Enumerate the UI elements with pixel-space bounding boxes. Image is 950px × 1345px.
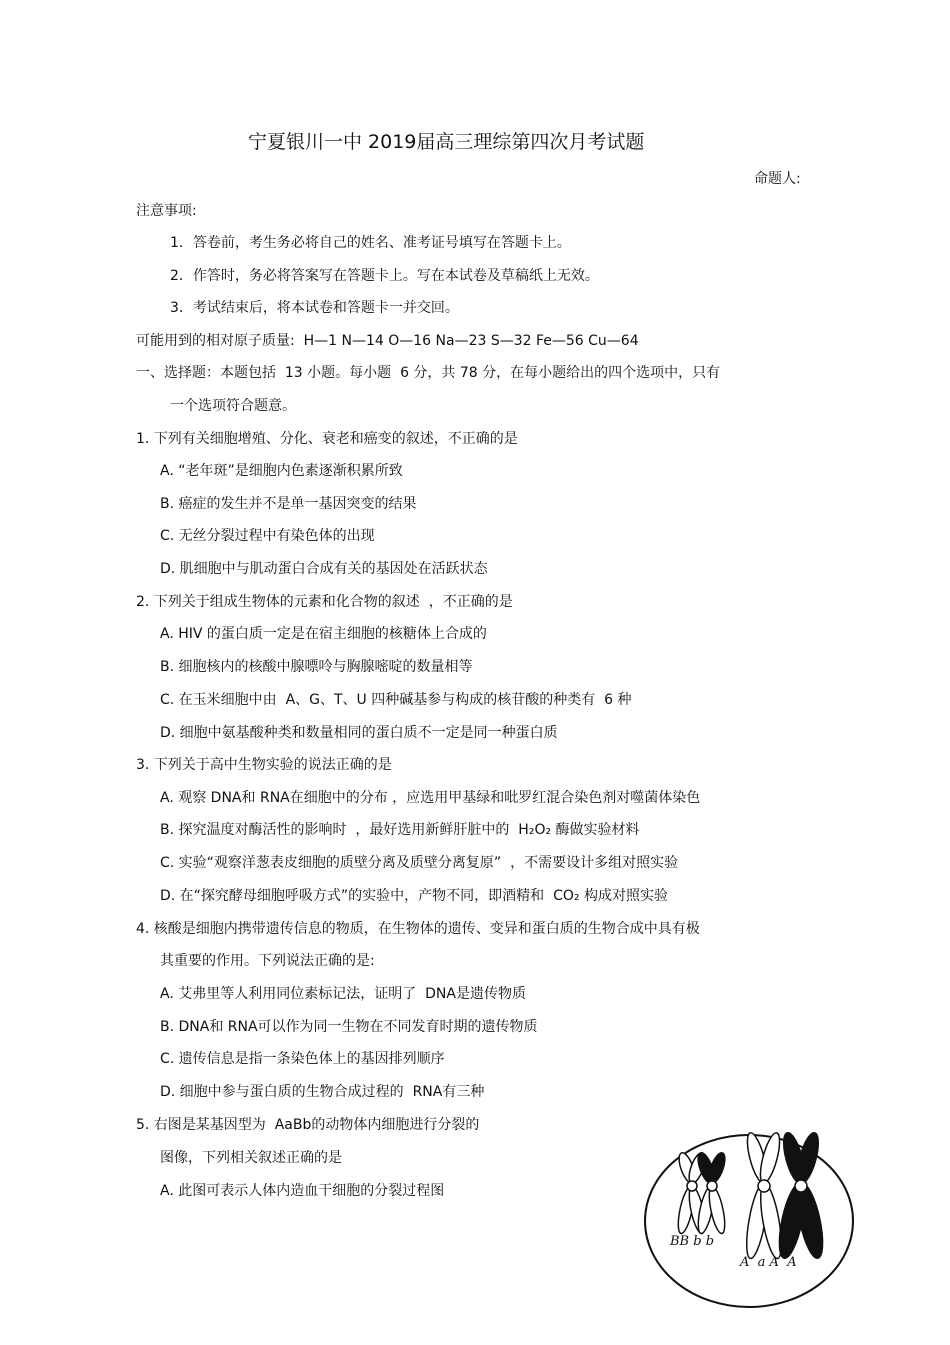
question-stem: 1. 下列有关细胞增殖、分化、衰老和癌变的叙述，不正确的是 [136,431,518,447]
author-label: 命题人: [754,171,801,187]
question-option: A. “老年斑”是细胞内色素逐渐积累所致 [160,463,403,479]
question-option: B. 细胞核内的核酸中腺嘌呤与胸腺嘧啶的数量相等 [160,659,473,675]
chromosome-large-black [774,1131,827,1260]
question-option: C. 遗传信息是指一条染色体上的基因排列顺序 [160,1051,445,1067]
section-heading: 一、选择题：本题包括 13 小题。每小题 6 分，共 78 分，在每小题给出的四个选项中，只有 [136,365,721,381]
note-item: 1．答卷前，考生务必将自己的姓名、准考证号填写在答题卡上。 [170,235,571,251]
gene-labels-left: BB b b [670,1234,715,1249]
question-option: B. DNA和 RNA可以作为同一生物在不同发育时期的遗传物质 [160,1019,538,1035]
question-stem: 2. 下列关于组成生物体的元素和化合物的叙述 ，不正确的是 [136,594,513,610]
section-heading-cont: 一个选项符合题意。 [170,398,296,414]
question-option: D. 细胞中参与蛋白质的生物合成过程的 RNA有三种 [160,1084,485,1100]
question-option: D. 细胞中氨基酸种类和数量相同的蛋白质不一定是同一种蛋白质 [160,725,558,741]
question-stem-cont: 其重要的作用。下列说法正确的是: [160,953,375,969]
question-stem: 3. 下列关于高中生物实验的说法正确的是 [136,757,392,773]
notes-heading: 注意事项: [136,203,197,219]
atomic-mass-line: 可能用到的相对原子质量: H—1 N—14 O—16 Na—23 S—32 Fe—56 Cu—64 [136,333,639,349]
chromosome-small-black [695,1151,728,1235]
question-stem-cont: 图像，下列相关叙述正确的是 [160,1150,342,1166]
question-option: A. HIV 的蛋白质一定是在宿主细胞的核糖体上合成的 [160,626,487,642]
question-stem: 4. 核酸是细胞内携带遗传信息的物质，在生物体的遗传、变异和蛋白质的生物合成中具有极 [136,921,700,937]
note-item: 3．考试结束后，将本试卷和答题卡一并交回。 [170,300,459,316]
question-option: A. 观察 DNA和 RNA在细胞中的分布 ，应选用甲基绿和吡罗红混合染色剂对噬菌体染色 [160,790,701,806]
exam-title: 宁夏银川一中 2019届高三理综第四次月考试题 [248,131,645,153]
note-item: 2．作答时，务必将答案写在答题卡上。写在本试卷及草稿纸上无效。 [170,268,599,284]
cell-division-figure [634,1118,864,1318]
gene-labels-right: A a A A [740,1255,797,1270]
question-option: B. 探究温度对酶活性的影响时 ，最好选用新鲜肝脏中的 H₂O₂ 酶做实验材料 [160,822,640,838]
question-option: A. 此图可表示人体内造血干细胞的分裂过程图 [160,1183,445,1199]
question-option: C. 实验“观察洋葱表皮细胞的质壁分离及质壁分离复原” ，不需要设计多组对照实验 [160,855,679,871]
question-option: D. 肌细胞中与肌动蛋白合成有关的基因处在活跃状态 [160,561,488,577]
question-option: B. 癌症的发生并不是单一基因突变的结果 [160,496,417,512]
question-option: C. 无丝分裂过程中有染色体的出现 [160,528,375,544]
question-stem: 5. 右图是某基因型为 AaBb的动物体内细胞进行分裂的 [136,1117,480,1133]
question-option: A. 艾弗里等人利用同位素标记法，证明了 DNA是遗传物质 [160,986,526,1002]
question-option: C. 在玉米细胞中由 A、G、T、U 四种碱基参与构成的核苷酸的种类有 6 种 [160,692,632,708]
question-option: D. 在“探究酵母细胞呼吸方式”的实验中，产物不同，即酒精和 CO₂ 构成对照实验 [160,888,668,904]
